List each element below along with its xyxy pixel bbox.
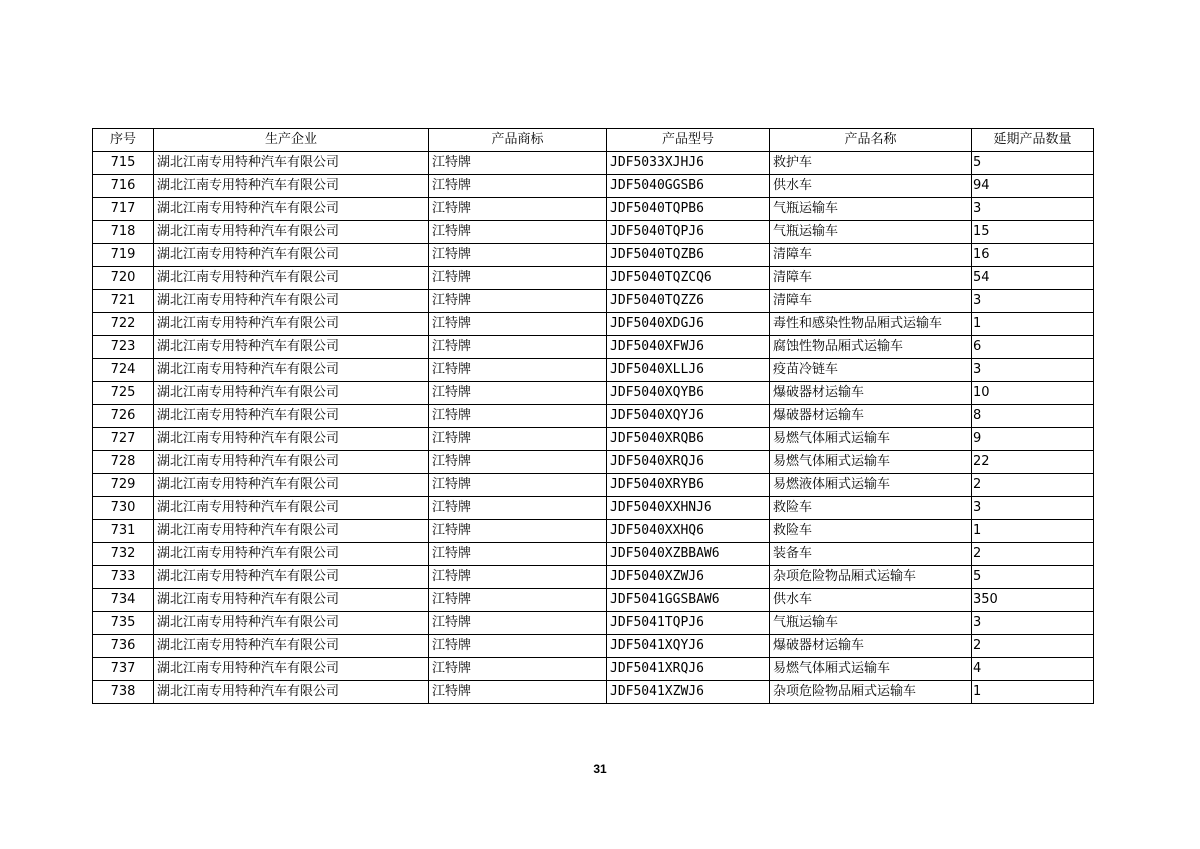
cell-serial-number: 718 [93, 221, 154, 244]
cell-product-name: 易燃气体厢式运输车 [770, 428, 972, 451]
cell-manufacturer: 湖北江南专用特种汽车有限公司 [154, 359, 429, 382]
header-model: 产品型号 [607, 129, 770, 152]
cell-brand: 江特牌 [429, 152, 607, 175]
cell-brand: 江特牌 [429, 635, 607, 658]
cell-product-name: 清障车 [770, 267, 972, 290]
cell-extension-quantity: 9 [972, 428, 1094, 451]
cell-brand: 江特牌 [429, 543, 607, 566]
cell-product-name: 装备车 [770, 543, 972, 566]
cell-brand: 江特牌 [429, 290, 607, 313]
cell-brand: 江特牌 [429, 612, 607, 635]
table-row [93, 198, 1094, 221]
cell-product-name: 易燃液体厢式运输车 [770, 474, 972, 497]
cell-extension-quantity: 54 [972, 267, 1094, 290]
cell-serial-number: 738 [93, 681, 154, 704]
cell-brand: 江特牌 [429, 359, 607, 382]
table-row [93, 451, 1094, 474]
cell-extension-quantity: 3 [972, 359, 1094, 382]
table-row [93, 681, 1094, 704]
cell-manufacturer: 湖北江南专用特种汽车有限公司 [154, 566, 429, 589]
cell-brand: 江特牌 [429, 474, 607, 497]
cell-model: JDF5040XXHQ6 [607, 520, 770, 543]
cell-product-name: 易燃气体厢式运输车 [770, 451, 972, 474]
cell-manufacturer: 湖北江南专用特种汽车有限公司 [154, 175, 429, 198]
cell-manufacturer: 湖北江南专用特种汽车有限公司 [154, 612, 429, 635]
table-row [93, 520, 1094, 543]
cell-serial-number: 719 [93, 244, 154, 267]
cell-extension-quantity: 6 [972, 336, 1094, 359]
cell-brand: 江特牌 [429, 336, 607, 359]
cell-product-name: 救险车 [770, 497, 972, 520]
table-body [93, 152, 1094, 704]
cell-manufacturer: 湖北江南专用特种汽车有限公司 [154, 198, 429, 221]
cell-extension-quantity: 2 [972, 543, 1094, 566]
cell-product-name: 爆破器材运输车 [770, 635, 972, 658]
cell-model: JDF5040XRYB6 [607, 474, 770, 497]
table-row [93, 313, 1094, 336]
cell-manufacturer: 湖北江南专用特种汽车有限公司 [154, 336, 429, 359]
cell-manufacturer: 湖北江南专用特种汽车有限公司 [154, 267, 429, 290]
cell-model: JDF5040XRQB6 [607, 428, 770, 451]
cell-product-name: 气瓶运输车 [770, 221, 972, 244]
cell-serial-number: 715 [93, 152, 154, 175]
cell-brand: 江特牌 [429, 221, 607, 244]
cell-extension-quantity: 4 [972, 658, 1094, 681]
table-row [93, 405, 1094, 428]
cell-model: JDF5040XQYB6 [607, 382, 770, 405]
header-row [93, 129, 1094, 152]
cell-product-name: 供水车 [770, 589, 972, 612]
cell-brand: 江特牌 [429, 497, 607, 520]
header-manufacturer: 生产企业 [154, 129, 429, 152]
cell-extension-quantity: 3 [972, 290, 1094, 313]
cell-model: JDF5040TQZZ6 [607, 290, 770, 313]
page-number: 31 [593, 762, 607, 776]
cell-model: JDF5040XZWJ6 [607, 566, 770, 589]
cell-serial-number: 726 [93, 405, 154, 428]
cell-extension-quantity: 10 [972, 382, 1094, 405]
cell-model: JDF5041GGSBAW6 [607, 589, 770, 612]
cell-product-name: 爆破器材运输车 [770, 382, 972, 405]
cell-model: JDF5041TQPJ6 [607, 612, 770, 635]
cell-manufacturer: 湖北江南专用特种汽车有限公司 [154, 428, 429, 451]
cell-serial-number: 722 [93, 313, 154, 336]
cell-brand: 江特牌 [429, 589, 607, 612]
cell-product-name: 气瓶运输车 [770, 612, 972, 635]
table-row [93, 244, 1094, 267]
table-row [93, 175, 1094, 198]
cell-product-name: 疫苗冷链车 [770, 359, 972, 382]
cell-serial-number: 717 [93, 198, 154, 221]
cell-manufacturer: 湖北江南专用特种汽车有限公司 [154, 152, 429, 175]
table-header [93, 129, 1094, 152]
cell-serial-number: 729 [93, 474, 154, 497]
cell-extension-quantity: 350 [972, 589, 1094, 612]
header-extension-quantity: 延期产品数量 [972, 129, 1094, 152]
cell-manufacturer: 湖北江南专用特种汽车有限公司 [154, 589, 429, 612]
cell-brand: 江特牌 [429, 681, 607, 704]
cell-product-name: 毒性和感染性物品厢式运输车 [770, 313, 972, 336]
cell-product-name: 清障车 [770, 244, 972, 267]
cell-model: JDF5040XLLJ6 [607, 359, 770, 382]
cell-extension-quantity: 15 [972, 221, 1094, 244]
cell-extension-quantity: 2 [972, 635, 1094, 658]
cell-brand: 江特牌 [429, 244, 607, 267]
cell-model: JDF5040XFWJ6 [607, 336, 770, 359]
cell-manufacturer: 湖北江南专用特种汽车有限公司 [154, 520, 429, 543]
vehicle-extension-table [92, 128, 1094, 704]
table-row [93, 497, 1094, 520]
cell-serial-number: 733 [93, 566, 154, 589]
cell-serial-number: 724 [93, 359, 154, 382]
cell-product-name: 杂项危险物品厢式运输车 [770, 566, 972, 589]
cell-manufacturer: 湖北江南专用特种汽车有限公司 [154, 543, 429, 566]
cell-model: JDF5040XQYJ6 [607, 405, 770, 428]
table-row [93, 428, 1094, 451]
cell-manufacturer: 湖北江南专用特种汽车有限公司 [154, 681, 429, 704]
cell-extension-quantity: 16 [972, 244, 1094, 267]
cell-model: JDF5040XZBBAW6 [607, 543, 770, 566]
cell-model: JDF5041XRQJ6 [607, 658, 770, 681]
cell-extension-quantity: 5 [972, 566, 1094, 589]
table-row [93, 359, 1094, 382]
cell-manufacturer: 湖北江南专用特种汽车有限公司 [154, 221, 429, 244]
cell-serial-number: 736 [93, 635, 154, 658]
cell-serial-number: 716 [93, 175, 154, 198]
table-row [93, 543, 1094, 566]
cell-serial-number: 737 [93, 658, 154, 681]
table-row [93, 658, 1094, 681]
cell-model: JDF5041XZWJ6 [607, 681, 770, 704]
table-row [93, 474, 1094, 497]
header-brand: 产品商标 [429, 129, 607, 152]
table-row [93, 635, 1094, 658]
table-row [93, 152, 1094, 175]
cell-extension-quantity: 1 [972, 681, 1094, 704]
cell-manufacturer: 湖北江南专用特种汽车有限公司 [154, 635, 429, 658]
table-row [93, 336, 1094, 359]
cell-manufacturer: 湖北江南专用特种汽车有限公司 [154, 244, 429, 267]
cell-model: JDF5041XQYJ6 [607, 635, 770, 658]
cell-extension-quantity: 5 [972, 152, 1094, 175]
table-row [93, 221, 1094, 244]
cell-brand: 江特牌 [429, 313, 607, 336]
cell-product-name: 易燃气体厢式运输车 [770, 658, 972, 681]
cell-manufacturer: 湖北江南专用特种汽车有限公司 [154, 313, 429, 336]
cell-brand: 江特牌 [429, 428, 607, 451]
cell-extension-quantity: 94 [972, 175, 1094, 198]
cell-model: JDF5040GGSB6 [607, 175, 770, 198]
cell-product-name: 救险车 [770, 520, 972, 543]
cell-product-name: 杂项危险物品厢式运输车 [770, 681, 972, 704]
cell-extension-quantity: 3 [972, 612, 1094, 635]
cell-manufacturer: 湖北江南专用特种汽车有限公司 [154, 474, 429, 497]
cell-manufacturer: 湖北江南专用特种汽车有限公司 [154, 497, 429, 520]
cell-serial-number: 723 [93, 336, 154, 359]
cell-extension-quantity: 22 [972, 451, 1094, 474]
cell-serial-number: 728 [93, 451, 154, 474]
cell-extension-quantity: 1 [972, 520, 1094, 543]
cell-serial-number: 727 [93, 428, 154, 451]
cell-manufacturer: 湖北江南专用特种汽车有限公司 [154, 658, 429, 681]
cell-manufacturer: 湖北江南专用特种汽车有限公司 [154, 451, 429, 474]
cell-product-name: 救护车 [770, 152, 972, 175]
cell-brand: 江特牌 [429, 198, 607, 221]
cell-brand: 江特牌 [429, 520, 607, 543]
cell-serial-number: 720 [93, 267, 154, 290]
cell-product-name: 供水车 [770, 175, 972, 198]
cell-serial-number: 732 [93, 543, 154, 566]
cell-model: JDF5040TQPJ6 [607, 221, 770, 244]
cell-model: JDF5040TQZB6 [607, 244, 770, 267]
cell-manufacturer: 湖北江南专用特种汽车有限公司 [154, 290, 429, 313]
cell-model: JDF5040XDGJ6 [607, 313, 770, 336]
cell-brand: 江特牌 [429, 566, 607, 589]
table-row [93, 612, 1094, 635]
cell-manufacturer: 湖北江南专用特种汽车有限公司 [154, 382, 429, 405]
cell-extension-quantity: 3 [972, 198, 1094, 221]
table-row [93, 267, 1094, 290]
table-row [93, 382, 1094, 405]
table-row [93, 566, 1094, 589]
cell-product-name: 气瓶运输车 [770, 198, 972, 221]
cell-serial-number: 721 [93, 290, 154, 313]
cell-brand: 江特牌 [429, 267, 607, 290]
table-row [93, 589, 1094, 612]
cell-brand: 江特牌 [429, 658, 607, 681]
cell-model: JDF5040TQZCQ6 [607, 267, 770, 290]
cell-brand: 江特牌 [429, 451, 607, 474]
cell-extension-quantity: 1 [972, 313, 1094, 336]
cell-product-name: 腐蚀性物品厢式运输车 [770, 336, 972, 359]
header-serial-number: 序号 [93, 129, 154, 152]
cell-brand: 江特牌 [429, 382, 607, 405]
cell-serial-number: 735 [93, 612, 154, 635]
cell-product-name: 清障车 [770, 290, 972, 313]
header-product-name: 产品名称 [770, 129, 972, 152]
cell-serial-number: 725 [93, 382, 154, 405]
cell-extension-quantity: 2 [972, 474, 1094, 497]
cell-model: JDF5033XJHJ6 [607, 152, 770, 175]
cell-serial-number: 730 [93, 497, 154, 520]
table-row [93, 290, 1094, 313]
cell-brand: 江特牌 [429, 175, 607, 198]
cell-product-name: 爆破器材运输车 [770, 405, 972, 428]
cell-extension-quantity: 8 [972, 405, 1094, 428]
cell-model: JDF5040XRQJ6 [607, 451, 770, 474]
cell-manufacturer: 湖北江南专用特种汽车有限公司 [154, 405, 429, 428]
cell-serial-number: 731 [93, 520, 154, 543]
cell-model: JDF5040XXHNJ6 [607, 497, 770, 520]
cell-model: JDF5040TQPB6 [607, 198, 770, 221]
cell-extension-quantity: 3 [972, 497, 1094, 520]
cell-brand: 江特牌 [429, 405, 607, 428]
cell-serial-number: 734 [93, 589, 154, 612]
